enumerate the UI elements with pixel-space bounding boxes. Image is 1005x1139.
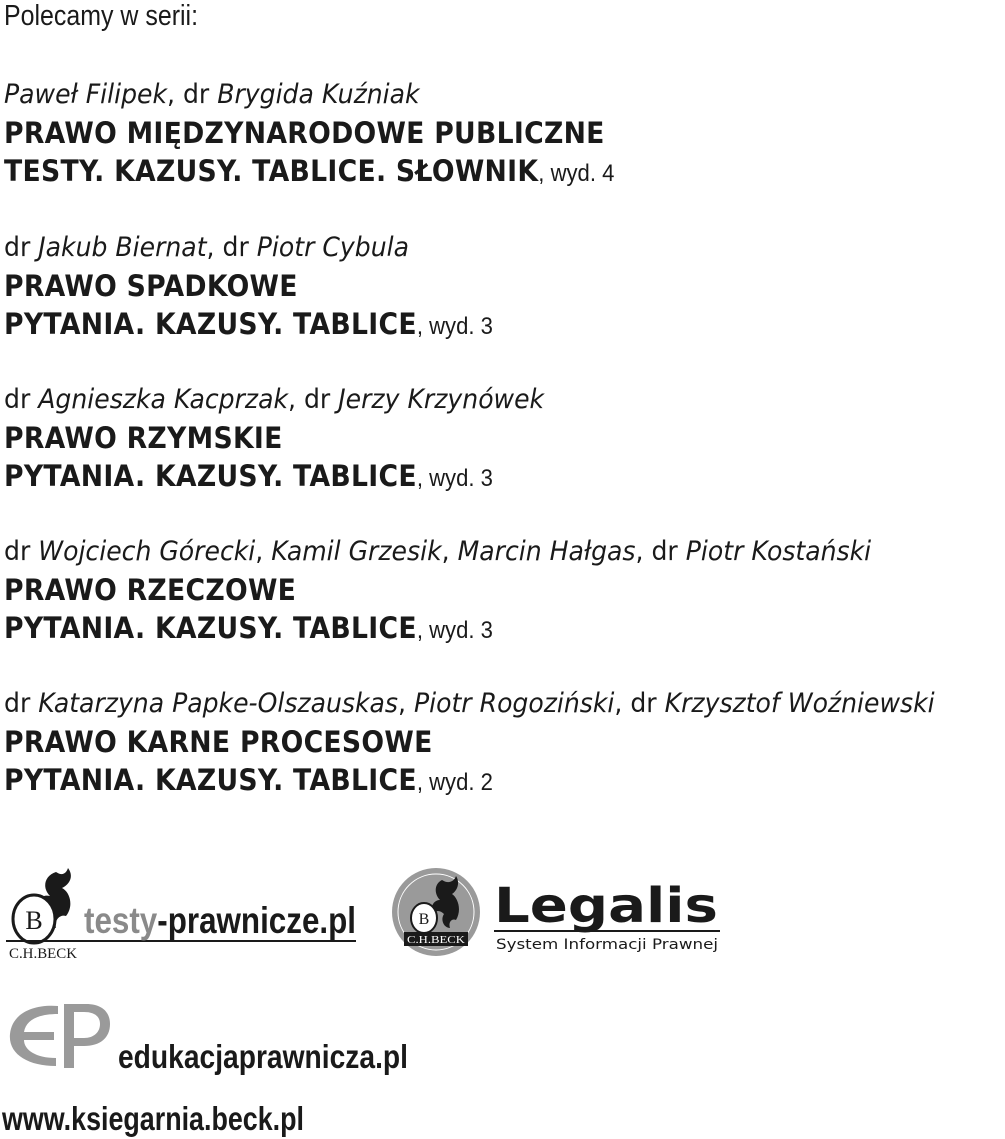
book-edition: , wyd. 4 (538, 160, 615, 187)
book-authors: dr Katarzyna Papke-Olszauskas, Piotr Rogoziński, dr Krzysztof Woźniewski (4, 688, 935, 719)
svg-text:testy-prawnicze.pl: testy-prawnicze.pl (84, 900, 392, 941)
svg-text:www.ksiegarnia.beck.pl: www.ksiegarnia.beck.pl (1, 1100, 305, 1137)
author-title: dr (4, 536, 39, 567)
author-name: Jerzy Krzynówek (338, 384, 545, 415)
author-title: dr (4, 384, 39, 415)
svg-text:edukacjaprawnicza.pl: edukacjaprawnicza.pl (118, 1038, 408, 1075)
svg-text:C.H.BECK: C.H.BECK (9, 946, 78, 962)
author-title: dr (4, 232, 39, 263)
author-name: Krzysztof Woźniewski (664, 688, 935, 719)
author-name: Piotr Cybula (256, 232, 410, 263)
book-authors: dr Agnieszka Kacprzak, dr Jerzy Krzynówek (4, 384, 545, 415)
author-name: Brygida Kuźniak (217, 79, 420, 110)
book-edition: , wyd. 2 (416, 769, 493, 796)
author-title: dr (182, 79, 218, 110)
book-title: PRAWO KARNE PROCESOWE (4, 725, 433, 759)
svg-text:System Informacji Prawnej: System Informacji Prawnej (496, 937, 718, 953)
author-name: Marcin Hałgas (457, 536, 636, 567)
author-name: Piotr Rogoziński (413, 688, 615, 719)
book-edition: , wyd. 3 (416, 465, 493, 492)
author-name: Piotr Kostański (685, 536, 872, 567)
book-authors: dr Wojciech Górecki, Kamil Grzesik, Marcin Hałgas, dr Piotr Kostański (4, 536, 872, 567)
svg-text:Legalis: Legalis (494, 878, 718, 934)
author-title: dr (222, 232, 257, 263)
book-authors: Paweł Filipek, dr Brygida Kuźniak (4, 79, 420, 110)
book-title: PRAWO SPADKOWE (4, 269, 298, 303)
book-entry (4, 533, 936, 647)
author-name: Katarzyna Papke-Olszauskas (38, 688, 399, 719)
series-heading: Polecamy w serii: (4, 0, 199, 32)
author-title: dr (651, 536, 686, 567)
book-subtitle: PYTANIA. KAZUSY. TABLICE, wyd. 3 (4, 459, 493, 493)
author-name: Paweł Filipek (4, 79, 168, 110)
author-title: dr (630, 688, 665, 719)
ep-monogram-icon (10, 1006, 58, 1066)
book-authors: dr Jakub Biernat, dr Piotr Cybula (4, 232, 410, 263)
author-name: Agnieszka Kacprzak (38, 384, 289, 415)
author-name: Wojciech Górecki (38, 536, 256, 567)
book-edition: , wyd. 3 (416, 617, 493, 644)
book-subtitle: PYTANIA. KAZUSY. TABLICE, wyd. 3 (4, 611, 493, 645)
svg-text:C.H.BECK: C.H.BECK (407, 934, 466, 946)
author-name: Jakub Biernat (38, 232, 207, 263)
book-entry (4, 381, 585, 495)
author-title: dr (303, 384, 339, 415)
testy-prawnicze-logo[interactable] (4, 866, 392, 964)
edukacja-prawnicza-logo[interactable] (4, 996, 414, 1076)
book-title: PRAWO MIĘDZYNARODOWE PUBLICZNE (4, 116, 605, 150)
author-title: dr (4, 688, 39, 719)
book-entry (4, 685, 1005, 799)
svg-text:B: B (25, 906, 43, 935)
book-subtitle: PYTANIA. KAZUSY. TABLICE, wyd. 3 (4, 307, 493, 341)
book-entry (4, 76, 667, 190)
bookstore-url[interactable] (2, 1098, 312, 1138)
book-title: PRAWO RZYMSKIE (4, 421, 283, 455)
book-subtitle: PYTANIA. KAZUSY. TABLICE, wyd. 2 (4, 763, 493, 797)
book-title: PRAWO RZECZOWE (4, 573, 297, 607)
legalis-logo[interactable] (390, 866, 730, 960)
svg-text:B: B (418, 911, 430, 928)
author-name: Kamil Grzesik (271, 536, 442, 567)
book-entry (4, 229, 535, 343)
book-subtitle: TESTY. KAZUSY. TABLICE. SŁOWNIK, wyd. 4 (4, 154, 615, 188)
book-edition: , wyd. 3 (416, 313, 493, 340)
